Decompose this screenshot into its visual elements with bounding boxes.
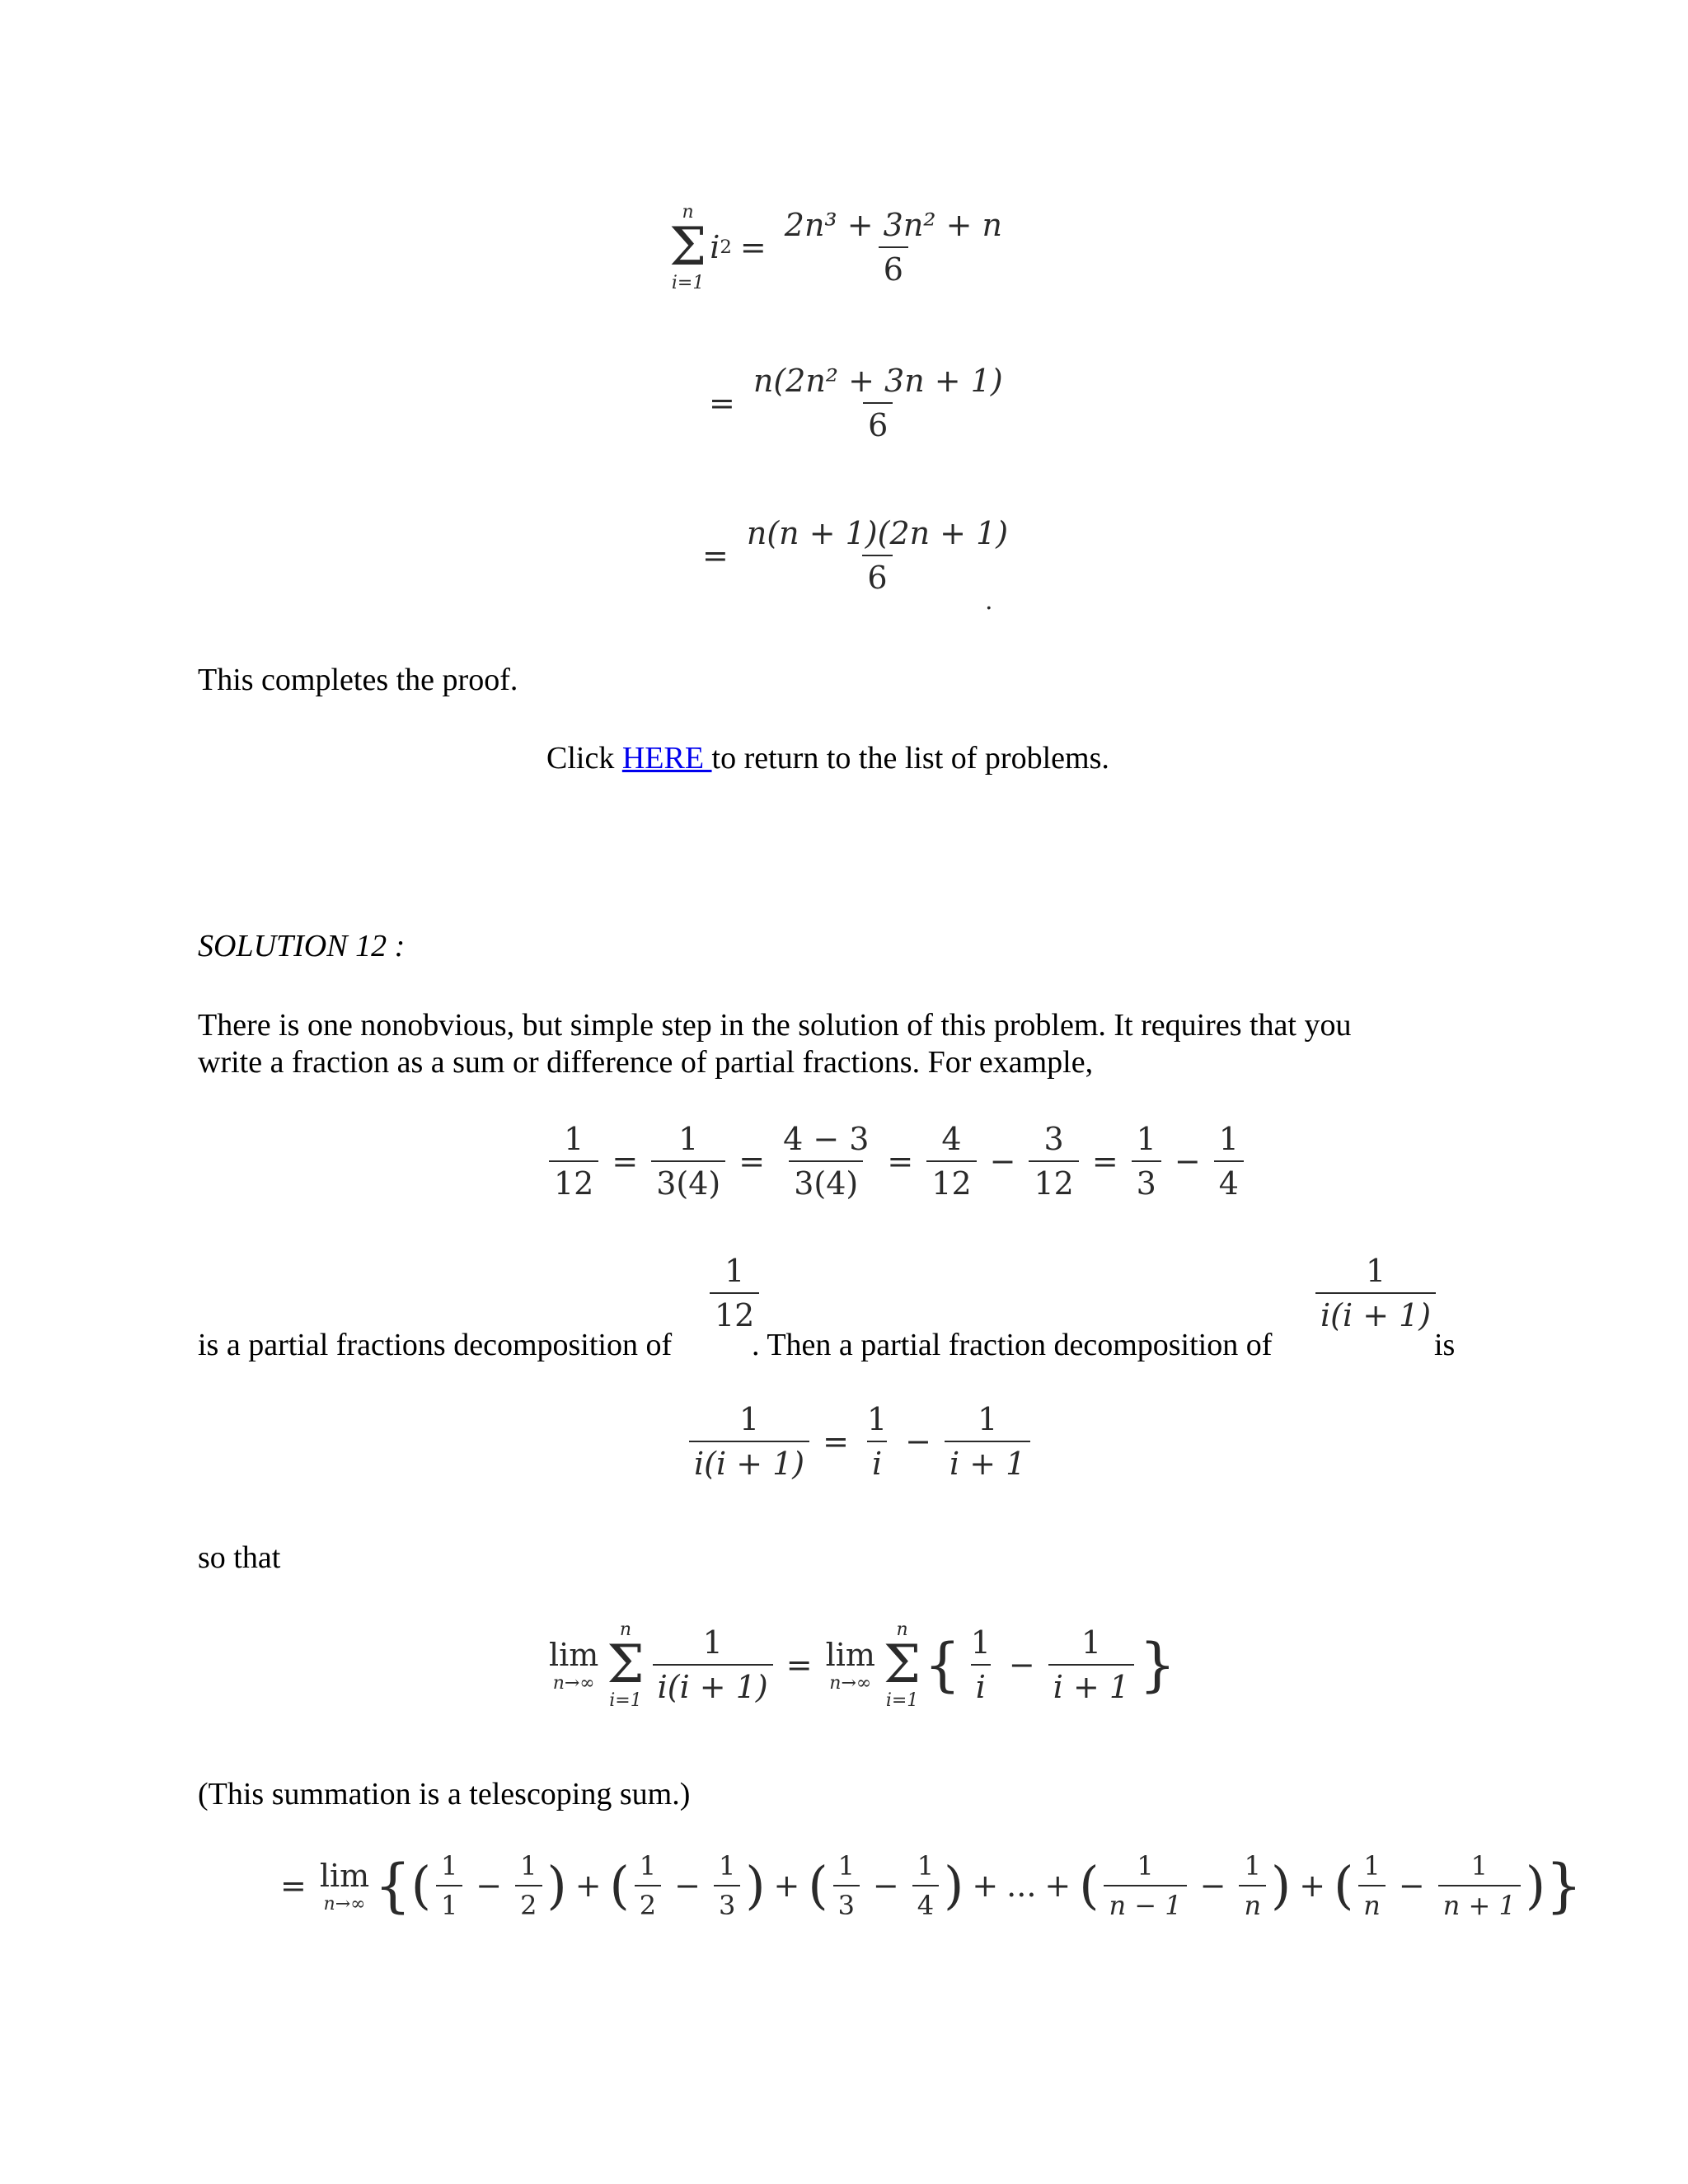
decomp-text-1: is a partial fractions decomposition of <box>198 1328 673 1362</box>
telescoping-note: (This summation is a telescoping sum.) <box>198 1777 691 1811</box>
inline-fraction-1-12: $\frac{1}{12}$ <box>705 1253 764 1333</box>
equation-partial-fraction: $\frac{1}{i(i + 1)}$ = $\frac{1}{i}$ − $\frac{1}{i + 1}$ <box>684 1401 1035 1482</box>
equation-telescoping-expansion: = lim n→∞ { ( $\frac{1}{1}$ − $\frac{1}{2}$ ) + ( $\frac{1}{2}$ − $\frac{1}{3}$ ) + ( $\frac{1}{3}$ − $\frac{1}{4}$ ) + ... + ( $\frac{1}{n - 1}$ − $\frac{1}{n}$ ) + ( $\frac{1}{n}$ − $\frac{1}{n + 1}$ ) } <box>280 1850 1582 1921</box>
equation-example-1-12: $\frac{1}{12}$ = $\frac{1}{3(4)}$ = $\frac{4 - 3}{3(4)}$ = $\frac{4}{12}$ − $\frac{3}{12}$ = $\frac{1}{3}$ − $\frac{1}{4}$ <box>544 1121 1249 1202</box>
decomp-text-2: . Then a partial fraction decomposition of <box>752 1328 1273 1362</box>
intro-line-2: write a fraction as a sum or difference of partial fractions. For example, <box>198 1045 1094 1080</box>
proof-end-text: This completes the proof. <box>198 663 518 697</box>
period-mark: . <box>985 587 993 616</box>
intro-line-1: There is one nonobvious, but simple step in the solution of this problem. It requires that you <box>198 1008 1352 1043</box>
equation-step-2: = $\frac{\text{n(2n² + 3n + 1)}}{6}$ <box>709 363 1003 443</box>
equation-sum-squares: n Σ i=1 i 2 = $\frac{\text{2n³ + 3n² + n}}{6}$ <box>666 202 1012 293</box>
here-link[interactable]: HERE <box>621 741 712 776</box>
equation-limit-sum: lim n→∞ n Σ i=1 $\frac{1}{i(i + 1)}$ = lim n→∞ n Σ i=1 { $\frac{1}{i}$ − $\frac{1}{i + 1}$ } <box>549 1619 1176 1711</box>
solution-title: SOLUTION 12 : <box>198 929 406 963</box>
summation-symbol: n Σ i=1 <box>669 202 707 293</box>
equation-step-3: = $\frac{n(n + 1)(2n + 1)}{6}$ <box>702 515 1009 596</box>
so-that-text: so that <box>198 1540 281 1575</box>
return-line: Click HERE to return to the list of problems. <box>546 741 1109 776</box>
fraction: $\frac{\text{2n³ + 3n² + n}}{6}$ <box>784 207 1003 288</box>
decomp-text-3: is <box>1434 1328 1456 1362</box>
inline-fraction-1-over-i-i-plus-1: $\frac{1}{i(i + 1)}$ <box>1311 1253 1441 1333</box>
